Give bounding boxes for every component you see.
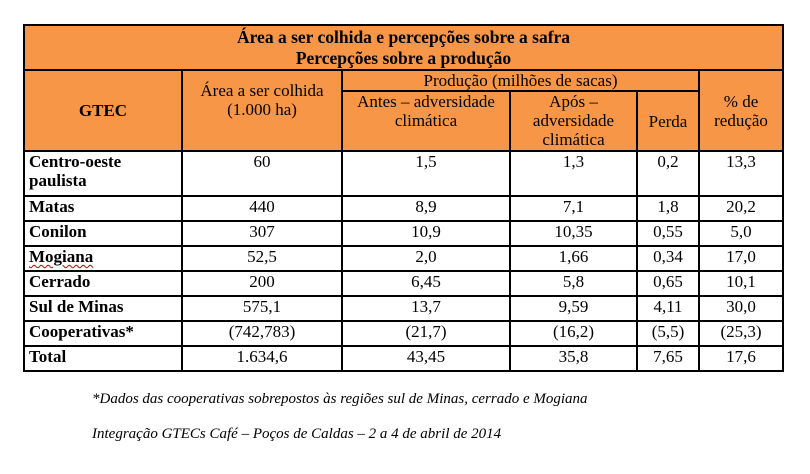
cell-area: 200 (182, 271, 342, 296)
cell-perda: 0,34 (637, 246, 699, 271)
table-row (24, 271, 783, 296)
cell-area: (742,783) (182, 321, 342, 346)
cell-reducao: 30,0 (699, 296, 783, 321)
cell-perda: 4,11 (637, 296, 699, 321)
row-name: Cerrado (24, 271, 182, 296)
table-row (24, 151, 783, 196)
cell-antes: 13,7 (342, 296, 510, 321)
cell-reducao: 17,0 (699, 246, 783, 271)
cell-reducao: 20,2 (699, 196, 783, 221)
header-reducao: % de redução (699, 70, 783, 151)
table-row-total (24, 346, 783, 371)
table-row (24, 196, 783, 221)
cell-antes: 2,0 (342, 246, 510, 271)
cell-area: 307 (182, 221, 342, 246)
cell-apos: 7,1 (510, 196, 637, 221)
title-line-2: Percepções sobre a produção (295, 48, 512, 68)
row-name-text: Mogiana (29, 247, 94, 266)
cell-apos: 1,3 (510, 151, 637, 196)
table-row (24, 321, 783, 346)
cell-antes: 8,9 (342, 196, 510, 221)
cell-reducao: (25,3) (699, 321, 783, 346)
header-area: Área a ser colhida (1.000 ha) (182, 70, 342, 151)
row-name: Sul de Minas (24, 296, 182, 321)
header-producao: Produção (milhões de sacas) (342, 70, 699, 91)
cell-antes: 1,5 (342, 151, 510, 196)
source-note: Integração GTECs Café – Poços de Caldas – 2 a 4 de abril de 2014 (92, 426, 502, 442)
row-name: Cooperativas* (24, 321, 182, 346)
table-title (24, 25, 783, 70)
cell-apos: (16,2) (510, 321, 637, 346)
harvest-table (23, 24, 784, 372)
cell-apos: 9,59 (510, 296, 637, 321)
table-row (24, 296, 783, 321)
row-name: Conilon (24, 221, 182, 246)
cell-antes: 10,9 (342, 221, 510, 246)
cell-area: 60 (182, 151, 342, 196)
cell-reducao: 17,6 (699, 346, 783, 371)
cell-area: 1.634,6 (182, 346, 342, 371)
cell-area: 52,5 (182, 246, 342, 271)
cell-antes: (21,7) (342, 321, 510, 346)
cell-antes: 43,45 (342, 346, 510, 371)
cell-reducao: 5,0 (699, 221, 783, 246)
cell-reducao: 10,1 (699, 271, 783, 296)
cell-apos: 5,8 (510, 271, 637, 296)
cell-perda: 0,2 (637, 151, 699, 196)
table-row (24, 221, 783, 246)
cell-perda: 1,8 (637, 196, 699, 221)
cell-perda: 0,55 (637, 221, 699, 246)
cell-apos: 35,8 (510, 346, 637, 371)
header-apos: Após – adversidade climática (510, 91, 637, 151)
cell-area: 440 (182, 196, 342, 221)
cell-perda: 0,65 (637, 271, 699, 296)
cell-area: 575,1 (182, 296, 342, 321)
row-name: Total (24, 346, 182, 371)
cell-apos: 1,66 (510, 246, 637, 271)
title-line-1: Área a ser colhida e percepções sobre a safra (236, 27, 571, 47)
header-antes: Antes – adversidade climática (342, 91, 510, 151)
row-name: Centro-oeste paulista (24, 151, 182, 196)
row-name: Matas (24, 196, 182, 221)
cell-reducao: 13,3 (699, 151, 783, 196)
header-perda: Perda (637, 91, 699, 151)
cell-apos: 10,35 (510, 221, 637, 246)
header-gtec: GTEC (24, 70, 182, 151)
cell-perda: 7,65 (637, 346, 699, 371)
table-row (24, 246, 783, 271)
cell-antes: 6,45 (342, 271, 510, 296)
footnote: *Dados das cooperativas sobrepostos às regiões sul de Minas, cerrado e Mogiana (92, 391, 588, 407)
cell-perda: (5,5) (637, 321, 699, 346)
row-name (24, 246, 182, 271)
